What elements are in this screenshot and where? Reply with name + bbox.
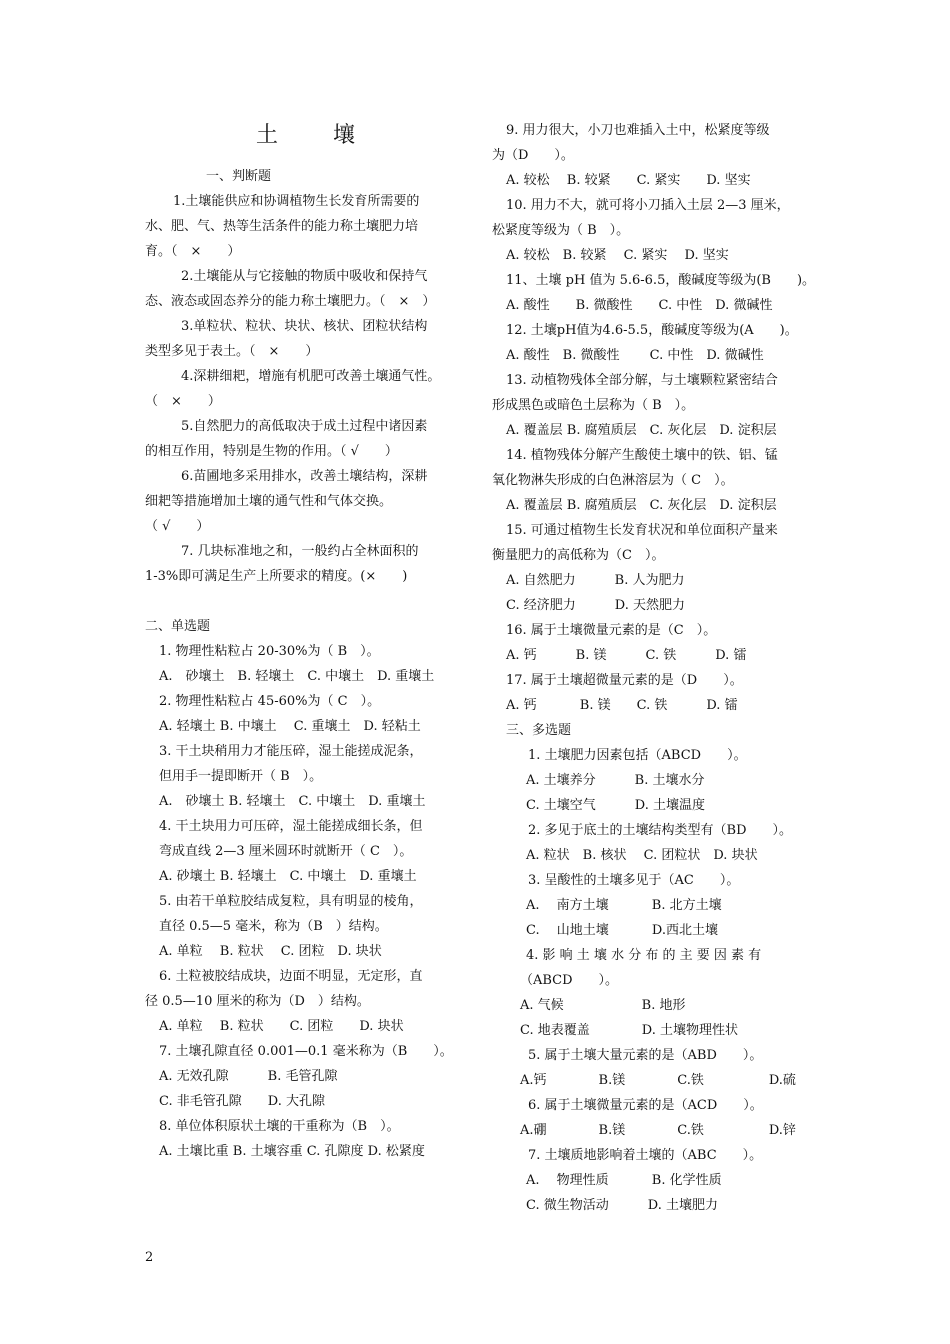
text-line: 4. 影 响 土 壤 水 分 布 的 主 要 因 素 有 <box>526 948 762 963</box>
text-line: （ × ） <box>145 394 221 409</box>
text-line: A. 自然肥力 B. 人为肥力 <box>506 573 685 588</box>
text-line: C. 非毛管孔隙 D. 大孔隙 <box>159 1094 325 1109</box>
text-line: A. 覆盖层 B. 腐殖质层 C. 灰化层 D. 淀积层 <box>506 423 777 438</box>
text-line: 2.土壤能从与它接触的物质中吸收和保持气 <box>181 269 428 284</box>
text-line: 2. 物理性粘粒占 45-60%为（ C ）。 <box>159 694 381 709</box>
text-line: C. 经济肥力 D. 天然肥力 <box>506 598 685 613</box>
right-column <box>492 118 816 1218</box>
text-line: 16. 属于土壤微量元素的是（C ）。 <box>506 623 717 638</box>
text-line: 15. 可通过植物生长发育状况和单位面积产量来 <box>506 523 778 538</box>
text-line: 1. 物理性粘粒占 20-30%为（ B ）。 <box>159 644 380 659</box>
text-line: A. 土壤养分 B. 土壤水分 <box>526 773 705 788</box>
text-line: （ABCD ）。 <box>520 973 619 988</box>
text-line: 3. 呈酸性的土壤多见于（AC ）。 <box>528 873 740 888</box>
text-line <box>145 589 460 614</box>
text-line: A. 覆盖层 B. 腐殖质层 C. 灰化层 D. 淀积层 <box>506 498 777 513</box>
text-line: 4.深耕细耙，增施有机肥可改善土壤通气性。 <box>181 369 441 384</box>
text-line: 3. 干土块稍用力才能压碎，湿土能搓成泥条， <box>159 744 423 759</box>
text-line: 8. 单位体积原状土壤的干重称为（B ）。 <box>159 1119 400 1134</box>
left-column <box>145 118 460 1164</box>
text-line: 衡量肥力的高低称为（C ）。 <box>492 548 665 563</box>
text-line: 7. 几块标准地之和，一般约占全林面积的 <box>181 544 419 559</box>
text-line: 12. 土壤pH值为4.6-5.5，酸碱度等级为(A )。 <box>506 323 798 338</box>
text-line: 但用手一提即断开（ B ）。 <box>159 769 323 784</box>
text-line: C. 地表覆盖 D. 土壤物理性状 <box>520 1023 738 1038</box>
text-line: 2. 多见于底土的土壤结构类型有（BD ）。 <box>528 823 793 838</box>
page-number: 2 <box>145 1250 154 1265</box>
text-line: 13. 动植物残体全部分解，与土壤颗粒紧密结合 <box>506 373 778 388</box>
text-line: A. 酸性 B. 微酸性 C. 中性 D. 微碱性 <box>506 298 773 313</box>
left-column-lines <box>145 164 460 1164</box>
text-line: 育。（ × ） <box>145 244 241 259</box>
right-column-lines <box>492 118 816 1218</box>
text-line: A. 土壤比重 B. 土壤容重 C. 孔隙度 D. 松紧度 <box>159 1144 425 1159</box>
text-line: 为（D ）。 <box>492 148 574 163</box>
text-line: A. 钙 B. 镁 C. 铁 D. 镭 <box>506 648 747 663</box>
text-line: 5. 属于土壤大量元素的是（ABD ）。 <box>528 1048 763 1063</box>
text-line: 类型多见于表土。（ × ） <box>145 344 319 359</box>
text-line: A. 钙 B. 镁 C. 铁 D. 镭 <box>506 698 738 713</box>
page-title: 土 壤 <box>256 123 379 148</box>
text-line: 形成黑色或暗色土层称为（ B ）。 <box>492 398 695 413</box>
text-line: 径 0.5—10 厘米的称为（D ）结构。 <box>145 994 370 1009</box>
text-line: 6. 属于土壤微量元素的是（ACD ）。 <box>528 1098 763 1113</box>
text-line: 9. 用力很大，小刀也难插入土中，松紧度等级 <box>506 123 770 138</box>
text-line: A.硼 B.镁 C.铁 D.锌 <box>520 1123 796 1138</box>
text-line: 弯成直线 2—3 厘米圆环时就断开（ C ）。 <box>159 844 413 859</box>
text-line: A. 较松 B. 较紧 C. 紧实 D. 坚实 <box>506 248 729 263</box>
text-line: A. 砂壤土 B. 轻壤土 C. 中壤土 D. 重壤土 <box>159 794 426 809</box>
text-line: 17. 属于土壤超微量元素的是（D ）。 <box>506 673 743 688</box>
text-line: 3.单粒状、粒状、块状、核状、团粒状结构 <box>181 319 428 334</box>
text-line: A. 砂壤土 B. 轻壤土 C. 中壤土 D. 重壤土 <box>159 669 435 684</box>
text-line: 11、土壤 pH 值为 5.6-6.5，酸碱度等级为(B )。 <box>506 273 816 288</box>
text-line: 细耙等措施增加土壤的通气性和气体交换。 <box>145 494 393 509</box>
text-line: 一、判断题 <box>193 169 272 184</box>
text-line: 7. 土壤孔隙直径 0.001—0.1 毫米称为（B ）。 <box>159 1044 453 1059</box>
text-line: 14. 植物残体分解产生酸使土壤中的铁、铝、锰 <box>506 448 778 463</box>
text-line: 的相互作用，特别是生物的作用。（ √ ） <box>145 444 398 459</box>
text-line: A.钙 B.镁 C.铁 D.硫 <box>520 1073 796 1088</box>
text-line: C. 微生物活动 D. 土壤肥力 <box>526 1198 718 1213</box>
text-line: A. 气候 B. 地形 <box>520 998 686 1013</box>
text-line: C. 土壤空气 D. 土壤温度 <box>526 798 705 813</box>
text-line: A. 无效孔隙 B. 毛管孔隙 <box>159 1069 338 1084</box>
text-line: A. 较松 B. 较紧 C. 紧实 D. 坚实 <box>506 173 751 188</box>
text-line: 5. 由若干单粒胶结成复粒，具有明显的棱角， <box>159 894 423 909</box>
text-line: 氧化物淋失形成的白色淋溶层为（ C ）。 <box>492 473 734 488</box>
text-line: 态、液态或固态养分的能力称土壤肥力。（ × ） <box>145 294 436 309</box>
text-line: 6. 土粒被胶结成块，边面不明显，无定形，直 <box>159 969 423 984</box>
text-line: 5.自然肥力的高低取决于成土过程中诸因素 <box>181 419 428 434</box>
text-line: 7. 土壤质地影响着土壤的（ABC ）。 <box>528 1148 763 1163</box>
text-line: 10. 用力不大，就可将小刀插入土层 2—3 厘米， <box>506 198 790 213</box>
text-line: 直径 0.5—5 毫米，称为（B ）结构。 <box>159 919 388 934</box>
text-line: 1.土壤能供应和协调植物生长发育所需要的 <box>173 194 420 209</box>
text-line: A. 南方土壤 B. 北方土壤 <box>526 898 722 913</box>
text-line: A. 砂壤土 B. 轻壤土 C. 中壤土 D. 重壤土 <box>159 869 417 884</box>
text-line: 4. 干土块用力可压碎，湿土能搓成细长条，但 <box>159 819 423 834</box>
text-line: A. 轻壤土 B. 中壤土 C. 重壤土 D. 轻粘土 <box>159 719 421 734</box>
text-line: A. 物理性质 B. 化学性质 <box>526 1173 722 1188</box>
text-line: 1. 土壤肥力因素包括（ABCD ）。 <box>528 748 747 763</box>
text-line: 6.苗圃地多采用排水，改善土壤结构，深耕 <box>181 469 428 484</box>
text-line: A. 单粒 B. 粒状 C. 团粒 D. 块状 <box>159 1019 404 1034</box>
text-line: A. 粒状 B. 核状 C. 团粒状 D. 块状 <box>526 848 758 863</box>
text-line: C. 山地土壤 D.西北土壤 <box>526 923 718 938</box>
text-line: 二、单选题 <box>145 619 211 634</box>
text-line: 1-3%即可满足生产上所要求的精度。(× ) <box>145 569 408 584</box>
text-line: 水、肥、气、热等生活条件的能力称土壤肥力培 <box>145 219 419 234</box>
text-line: A. 酸性 B. 微酸性 C. 中性 D. 微碱性 <box>506 348 764 363</box>
text-line: 三、多选题 <box>506 723 572 738</box>
text-line: A. 单粒 B. 粒状 C. 团粒 D. 块状 <box>159 944 382 959</box>
text-line: 松紧度等级为（ B ）。 <box>492 223 630 238</box>
text-line: （ √ ） <box>145 519 210 534</box>
